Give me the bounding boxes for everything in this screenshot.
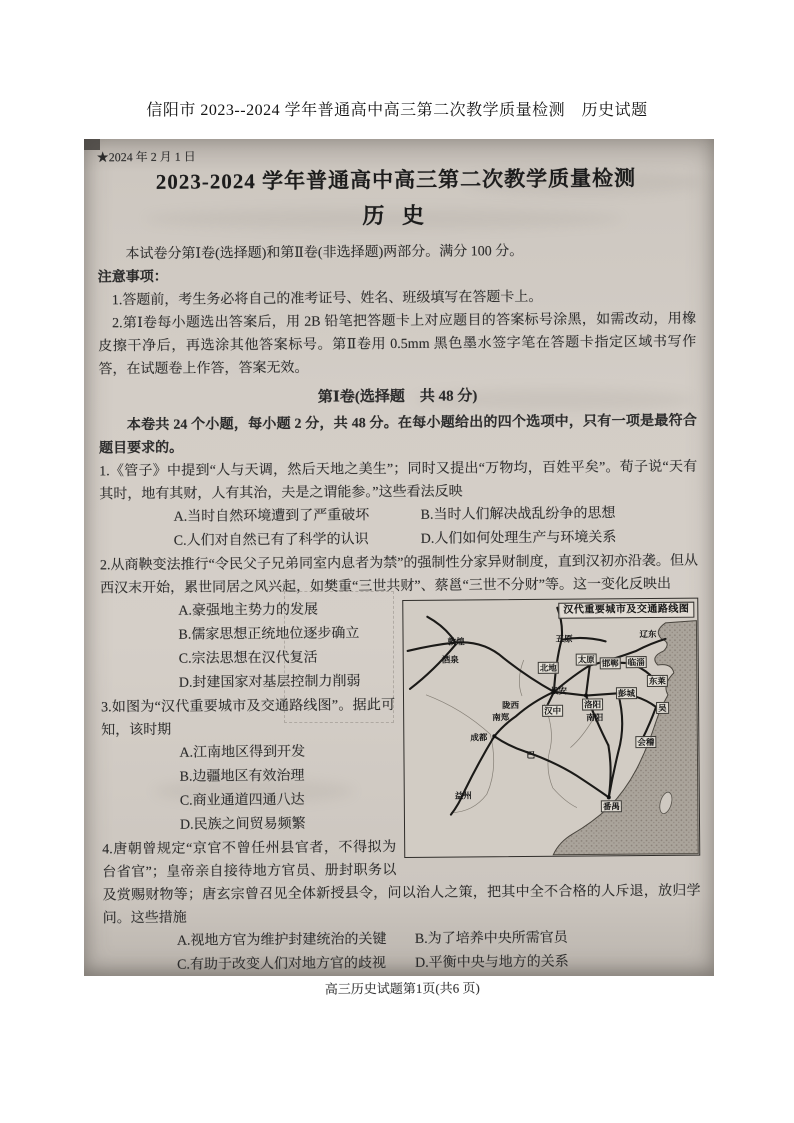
map-city-label: 会稽	[635, 736, 656, 748]
section-1-title: 第Ⅰ卷(选择题 共 48 分)	[317, 388, 478, 406]
section-1-note: 本卷共 24 个小题，每小题 2 分，共 48 分。在每小题给出的四个选项中，只有一项是最符合题目要求的。	[98, 413, 697, 457]
map-city-label: 辽东	[639, 628, 657, 640]
page-footer: 高三历史试题第1页(共6 页)	[324, 980, 480, 997]
question-1-stem: 1.《管子》中提到“人与天调，然后天地之美生”；同时又提出“万物均，百姓平矣”。荀子说“天有其时，地有其财，人有其治，夫是之谓能参。”这些看法反映	[99, 459, 698, 503]
map-city-label: 临淄	[626, 656, 647, 668]
question-2-option-b: B.儒家思想正统地位逐步确立	[178, 626, 360, 643]
question-1-option-a: A.当时自然环境遭到了严重破坏	[173, 508, 370, 525]
question-4-option-b: B.为了培养中央所需官员	[414, 930, 568, 947]
subject-title: 历 史	[362, 202, 431, 229]
map-city-label: 东莱	[647, 675, 668, 687]
map-city-label: 南阳	[586, 712, 604, 723]
map-city-label: 吴	[656, 702, 669, 714]
notice-heading: 注意事项：	[97, 269, 168, 286]
question-1-option-c: C.人们对自然已有了科学的认识	[173, 532, 369, 549]
map-city-label: 酒泉	[441, 654, 459, 665]
map-city-label: 洛阳	[582, 698, 603, 710]
map-boundaries	[426, 659, 595, 812]
exam-intro: 本试卷分第Ⅰ卷(选择题)和第Ⅱ卷(非选择题)两部分。满分 100 分。	[125, 244, 524, 263]
question-3-option-d: D.民族之间贸易频繁	[179, 816, 306, 833]
map-city-label: 邯郸	[600, 657, 621, 669]
question-1-options	[99, 502, 697, 555]
map-title: 汉代重要城市及交通路线图	[558, 602, 694, 619]
exam-title: 2023-2024 学年普通高中高三第二次教学质量检测	[155, 166, 637, 194]
question-1-option-b: B.当时人们解决战乱纷争的思想	[420, 506, 616, 523]
map-city-label: 敦煌	[447, 636, 465, 647]
question-1-option-d: D.人们如何处理生产与环境关系	[420, 530, 617, 547]
map-city-label: 太原	[576, 653, 597, 665]
question-2-option-a: A.豪强地主势力的发展	[178, 602, 319, 619]
question-4-option-d: D.平衡中央与地方的关系	[415, 954, 569, 971]
map-city-label: 成都	[470, 732, 488, 743]
map-city-label: 番禺	[601, 800, 622, 812]
question-3-stem: 3.如图为“汉代重要城市及交通路线图”。据此可知，该时期	[101, 698, 396, 739]
han-map	[402, 598, 700, 858]
exam-scan	[84, 139, 714, 997]
question-3-option-b: B.边疆地区有效治理	[179, 768, 305, 785]
question-4-options	[103, 926, 701, 979]
question-4-option-c: C.有助于改变人们对地方官的歧视	[177, 956, 387, 973]
map-city-label: 汉中	[542, 705, 563, 717]
map-city-label: 南郑	[492, 712, 510, 723]
question-2-stem: 2.从商鞅变法推行“令民父子兄弟同室内息者为禁”的强制性分家异财制度，直到汉初亦沿袭。但从西汉末开始，累世同居之风兴起，如樊重“三世共财”、蔡邕“三世不分财”等。这一变化反映出	[99, 553, 699, 597]
question-4-stem: 4.唐朝曾规定“京官不曾任州县官者，不得拟为台省官”；皇帝亲自接待地方官员、册封职务以及赏赐财物等；唐玄宗曾召见全体新授县令，问以治人之策，把其中全不合格的人斥退，放归学问。这些措施	[102, 840, 701, 927]
map-city-label: 陇西	[502, 700, 520, 711]
question-2-option-c: C.宗法思想在汉代复活	[178, 650, 318, 667]
notice-item-1: 1.答题前，考生务必将自己的准考证号、姓名、班级填写在答题卡上。	[111, 289, 543, 309]
map-city-label: 长安	[549, 685, 568, 696]
question-2-option-d: D.封建国家对基层控制力削弱	[178, 674, 361, 691]
map-city-label: 益州	[454, 790, 472, 801]
map-city-label: 巴	[526, 749, 536, 761]
question-3-option-a: A.江南地区得到开发	[179, 744, 306, 761]
page-title: 信阳市 2023--2024 学年普通高中高三第二次教学质量检测 历史试题	[146, 102, 648, 119]
question-4-option-a: A.视地方官为维护封建统治的关键	[176, 932, 387, 949]
map-city-label: 彭城	[616, 687, 637, 699]
map-city-label: 北地	[538, 662, 559, 674]
scan-content	[81, 137, 718, 1002]
map-city-label: 五原	[555, 633, 573, 644]
notice-item-2: 2.第Ⅰ卷每小题选出答案后，用 2B 铅笔把答题卡上对应题目的答案标号涂黑，如需改动，用橡皮擦干净后，再选涂其他答案标号。第Ⅱ卷用 0.5mm 黑色墨水签字笔在答题卡指定区域书写作答，在试题卷上作答，答案无效。	[98, 311, 697, 378]
question-3-option-c: C.商业通道四通八达	[179, 792, 305, 809]
exam-date: ★2024 年 2 月 1 日	[96, 149, 196, 165]
